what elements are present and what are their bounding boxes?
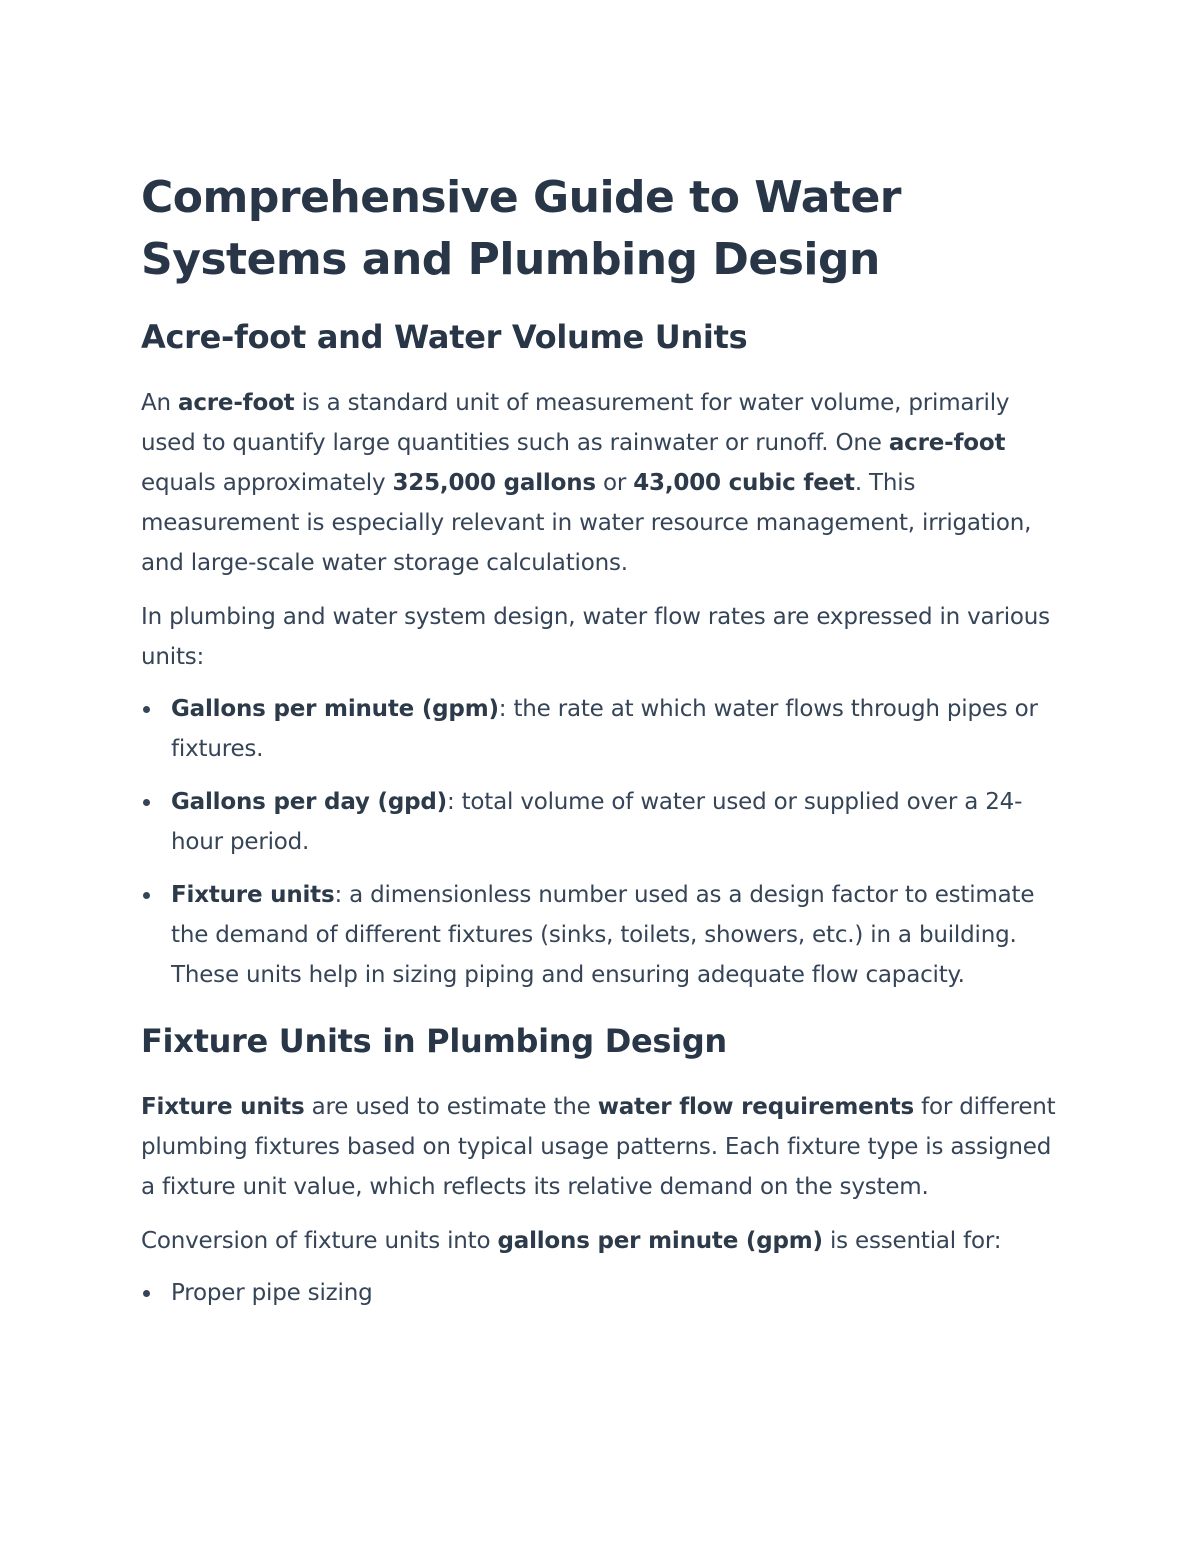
bullet-icon bbox=[143, 706, 150, 713]
list-item: Fixture units: a dimensionless number used as a design factor to estimate the demand of different fixtures (sinks, toilets, showers, etc.) in a building. These units help in sizing piping and ensuring adequate flow capacity. bbox=[141, 875, 1061, 995]
list-item: Proper pipe sizing bbox=[141, 1273, 1061, 1313]
bold-term: water flow requirements bbox=[597, 1094, 914, 1120]
bold-term: 43,000 cubic feet bbox=[633, 470, 855, 496]
list-item: Gallons per minute (gpm): the rate at which water flows through pipes or fixtures. bbox=[141, 689, 1061, 769]
conversion-paragraph: Conversion of fixture units into gallons per minute (gpm) is essential for: bbox=[141, 1228, 1002, 1254]
bullet-icon bbox=[143, 1290, 150, 1297]
flow-units-intro-paragraph: In plumbing and water system design, water flow rates are expressed in various units: bbox=[141, 604, 1050, 670]
bold-term: acre-foot bbox=[178, 390, 295, 416]
section-heading-fixture-units: Fixture Units in Plumbing Design bbox=[141, 1022, 727, 1060]
bold-term: 325,000 gallons bbox=[392, 470, 596, 496]
acre-foot-paragraph: An acre-foot is a standard unit of measurement for water volume, primarily used to quantify large quantities such as rainwater or runoff. One acre-foot equals approximately 325,000 gallons or 43,000 cubic feet. This measurement is especially relevant in water resource management, irrigation, and large-scale water storage calculations. bbox=[141, 390, 1032, 576]
page-title: Comprehensive Guide to Water Systems and Plumbing Design bbox=[141, 172, 901, 285]
fixture-units-paragraph: Fixture units are used to estimate the water flow requirements for different plumbing fixtures based on typical usage patterns. Each fixture type is assigned a fixture unit value, which reflects its relative demand on the system. bbox=[141, 1094, 1056, 1200]
bold-term: gallons per minute (gpm) bbox=[497, 1228, 823, 1254]
bullet-icon bbox=[143, 892, 150, 899]
bold-term: acre-foot bbox=[888, 430, 1006, 456]
flow-units-list bbox=[141, 689, 1061, 995]
conversion-purpose-list bbox=[141, 1273, 1061, 1313]
section-heading-acre-foot: Acre-foot and Water Volume Units bbox=[141, 318, 748, 356]
document-page bbox=[141, 167, 1061, 1326]
bold-term: Fixture units bbox=[141, 1094, 305, 1120]
list-item: Gallons per day (gpd): total volume of water used or supplied over a 24-hour period. bbox=[141, 782, 1061, 862]
bullet-icon bbox=[143, 799, 150, 806]
